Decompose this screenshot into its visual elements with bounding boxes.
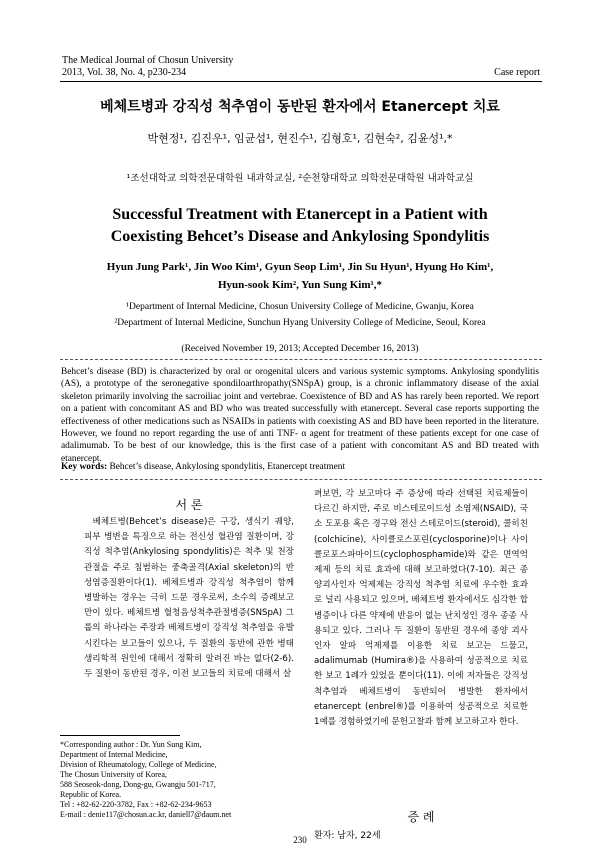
affiliation-line: ¹Department of Internal Medicine, Chosun University College of Medicine, Gwanju, Korea: [126, 302, 474, 312]
intro-left-column: [84, 515, 294, 682]
received-dates: (Received November 19, 2013; Accepted December 16, 2013): [181, 344, 419, 354]
footnote-line: *Corresponding author : Dr. Yun Sung Kim,: [60, 740, 202, 749]
abstract-bottom-rule: [60, 479, 542, 480]
footnote-line: Republic of Korea.: [60, 790, 122, 799]
keywords-label: Key words:: [61, 462, 108, 472]
english-affiliations: [0, 299, 600, 331]
header-rule: [60, 81, 542, 82]
english-authors: [0, 258, 600, 294]
intro-paragraph: 베체트병(Behcet’s disease)은 구강, 생식기 궤양, 피부 병변을 특징으로 하는 전신성 혈관염 질환이며, 강직성 척추염(Ankylosing spondylitis)은 척추 및 천장관절을 주로 침범하는 중축골격(Axial skeleton)의 반성염증질환이다(1). 베체트병과 강직성 척추염이 함께 병발하는 경우는 극히 드문 경우로써, 소수의 증례보고만이 있다. 베체트병 혈청음성척추관절병증(SNSpA) 그룹의 하나라는 주장과 베체트병이 강직성 척추염을 유발시킨다는 보고들이 있으나, 두 질환의 동반에 관한 병태생리학적 원인에 대해서 정확히 알려진 바는 없다(2-6). 두 질환이 동반된 경우, 이전 보고들의 치료에 대해서 살: [84, 517, 294, 680]
footnote-line: Department of Internal Medicine,: [60, 750, 168, 759]
section-heading-intro: 서 론: [175, 498, 203, 512]
keywords: [61, 462, 539, 472]
english-title-line: Successful Treatment with Etanercept in a Patient with: [112, 206, 488, 223]
footnote-line: Division of Rheumatology, College of Medicine,: [60, 760, 217, 769]
intro-paragraph: 펴보면, 각 보고마다 주 증상에 따라 선택된 치료제들이 다르긴 하지만, 주로 비스테로이드성 소염제(NSAID), 국소 도포용 혹은 경구와 전신 스테로이드(steroid), 콜히친(colchicine), 사이클로스포린(cyclosporine)이나 사이클로포스파마이드(cyclophosphamide)와 같은 면역억제제 등의 치료 효과에 대해 보고하였다(7-10). 최근 종양괴사인자 억제제는 강직성 척추염 치료에 우수한 효과로 널리 사용되고 있으며, 베체트병 환자에서도 심각한 합병증이나 다른 약제에 반응이 없는 난치성인 경우 종종 사용되고 있다. 그러나 두 질환이 동반된 경우에 종양 괴사인자 알파 억제제를 이용한 치료 보고는 드물고, adalimumab (Humira®)을 사용하여 성공적으로 치료한 보고 1례가 있었을 뿐이다(11). 이에 저자들은 강직성 척추염과 베체트병이 동반되어 병발한 환자에서 etanercept (enbrel®)를 이용하여 성공적으로 치료한 1예를 경험하였기에 문헌고찰과 함께 보고하고자 한다.: [314, 489, 528, 728]
footnote-rule: [60, 735, 180, 736]
korean-authors: 박현정¹, 김진우¹, 임균섭¹, 현진수¹, 김형호¹, 김현숙², 김윤성¹,*: [147, 132, 453, 145]
journal-citation: 2013, Vol. 38, No. 4, p230-234: [62, 67, 187, 78]
english-authors-line: Hyun Jung Park¹, Jin Woo Kim¹, Gyun Seop Lim¹, Jin Su Hyun¹, Hyung Ho Kim¹,: [106, 261, 494, 273]
footnote-line: 588 Seoseok-dong, Dong-gu, Gwangju 501-717,: [60, 780, 216, 789]
journal-name: The Medical Journal of Chosun University: [62, 55, 234, 66]
page-number: 230: [293, 835, 307, 845]
intro-right-column: [314, 487, 528, 730]
english-title: [0, 204, 600, 248]
footnote-line: E-mail : denie117@chosun.ac.kr, daniell7@daum.net: [60, 810, 232, 819]
footnote-line: The Chosun University of Korea,: [60, 770, 167, 779]
section-heading-case: 증 례: [407, 810, 435, 824]
english-title-line: Coexisting Behcet’s Disease and Ankylosing Spondylitis: [110, 228, 490, 245]
case-patient-line: 환자: 남자, 22세: [314, 831, 381, 841]
footnote-line: Tel : +82-62-220-3782, Fax : +82-62-234-9653: [60, 800, 212, 809]
article-type: Case report: [494, 67, 540, 78]
abstract-top-rule: [60, 359, 542, 360]
keywords-text: Behcet’s disease, Ankylosing spondylitis, Etanercept treatment: [109, 462, 346, 472]
affiliation-line: ²Department of Internal Medicine, Sunchun Hyang University College of Medicine, Seoul, Korea: [114, 318, 486, 328]
english-authors-line: Hyun-sook Kim², Yun Sung Kim¹,*: [217, 279, 383, 291]
korean-title: 베체트병과 강직성 척추염이 동반된 환자에서 Etanercept 치료: [100, 99, 500, 115]
abstract: Behcet’s disease (BD) is characterized by oral or orogenital ulcers and various systemic symptoms. Ankylosing spondylitis (AS), a prototype of the seronegative spondiloarthropathy(SNSpA) group, is a chronic inflammatory disease of the axial skeleton primarily involving the sacroiliac joint and vertebrae. Coexistence of BD and AS has rarely been reported. We report on a patient with concomitant AS and BD who was treated successfully with etanercept. Several case reports supporting the effectiveness of other medications such as NSAIDs in patients with coexisting AS and BD have been reported in the literature. However, we found no report regarding the use of anti TNF- α agent for treatment of these patients except for one case of adalimumab. To be best of our knowledge, this is the first case of a patient with concomitant AS and BD treated with etanercept.: [61, 367, 539, 464]
journal-header: [62, 55, 233, 79]
korean-affiliations: ¹조선대학교 의학전문대학원 내과학교실, ²순천향대학교 의학전문대학원 내과학교실: [126, 173, 474, 184]
corresponding-author-footnote: [60, 740, 231, 820]
